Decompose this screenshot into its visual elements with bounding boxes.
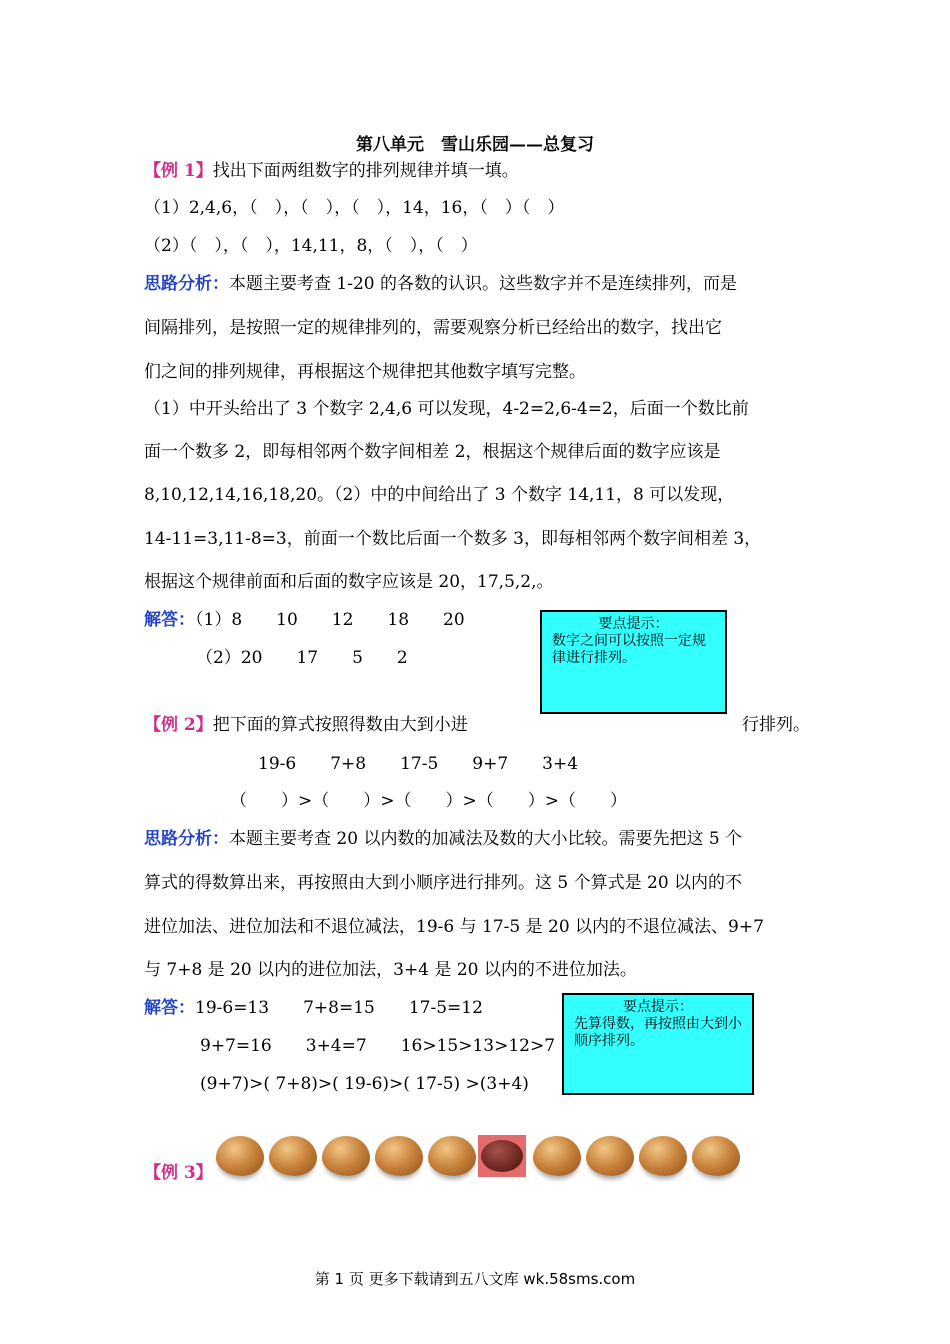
potato-image-8 [586, 1136, 634, 1176]
potato-image-1 [216, 1136, 264, 1176]
ex2-label: 【例 2】 [144, 715, 213, 735]
ex1-analysis-l8: 根据这个规律前面和后面的数字应该是 20，17,5,2,。 [144, 572, 554, 592]
ex2-answer-text-1: 19-6=13 7+8=15 17-5=12 [195, 998, 483, 1018]
ex1-analysis-label: 思路分析： [144, 274, 229, 294]
ex1-answer-l1 [144, 610, 465, 630]
potato-image-2 [269, 1136, 317, 1176]
ex2-exprs: 19-6 7+8 17-5 9+7 3+4 [258, 754, 579, 774]
ex2-question-a: 把下面的算式按照得数由大到小进 [212, 715, 468, 735]
ex2-tip-title: 要点提示： [623, 999, 693, 1015]
ex2-tip-text: 先算得数，再按照由大到小顺序排列。 [574, 1016, 742, 1049]
ex2-analysis-l1 [144, 829, 742, 849]
ex2-answer-l3: (9+7)>( 7+8)>( 19-6)>( 17-5) >(3+4) [200, 1074, 529, 1094]
ex1-question-line [144, 161, 519, 181]
potato-image-4 [375, 1136, 423, 1176]
ex2-answer-label: 解答： [144, 998, 195, 1018]
ex1-answer-l2: （2）20 17 5 2 [196, 648, 408, 668]
ex1-q2: （2）（ ），（ ），14,11，8，（ ），（ ） [144, 236, 478, 256]
ex3-label: 【例 3】 [144, 1163, 213, 1183]
ex2-analysis-label: 思路分析： [144, 829, 229, 849]
page-footer: 第 1 页 更多下载请到五八文库 wk.58sms.com [314, 1270, 636, 1288]
potato-image-7 [533, 1136, 581, 1176]
ex1-analysis-l4: （1）中开头给出了 3 个数字 2,4,6 可以发现，4-2=2,6-4=2，后面一个数比前 [144, 399, 749, 419]
potato-image-10 [692, 1136, 740, 1176]
ex2-analysis-text-1: 本题主要考查 20 以内数的加减法及数的大小比较。需要先把这 5 个 [229, 829, 743, 849]
ex2-analysis-l4: 与 7+8 是 20 以内的进位加法，3+4 是 20 以内的不进位加法。 [144, 960, 637, 980]
ex1-label: 【例 1】 [144, 161, 213, 181]
ex1-analysis-l5: 面一个数多 2，即每相邻两个数字间相差 2，根据这个规律后面的数字应该是 [144, 442, 721, 462]
ex1-q1: （1）2,4,6，（ ），（ ），（ ），14，16，（ ）（ ） [144, 198, 565, 218]
ex1-analysis-l2: 间隔排列，是按照一定的规律排列的，需要观察分析已经给出的数字，找出它 [144, 318, 722, 338]
ex2-question-line [144, 715, 468, 735]
ex3-label-line [144, 1163, 213, 1183]
ex2-tip-box [562, 993, 754, 1095]
ex1-answer-label: 解答： [144, 610, 195, 630]
ex1-analysis-l7: 14-11=3,11-8=3，前面一个数比后面一个数多 3，即每相邻两个数字间相差 3， [144, 529, 762, 549]
ex2-blanks: （ ）>（ ）>（ ）>（ ）>（ ） [230, 791, 627, 811]
ex2-analysis-l2: 算式的得数算出来，再按照由大到小顺序进行排列。这 5 个算式是 20 以内的不 [144, 873, 743, 893]
ex1-tip-title: 要点提示： [598, 616, 669, 632]
ex1-question: 找出下面两组数字的排列规律并填一填。 [212, 161, 519, 181]
ex1-analysis-l1 [144, 274, 737, 294]
ex2-question-b: 行排列。 [742, 715, 810, 735]
ex2-answer-l1 [144, 998, 483, 1018]
page-title: 第八单元 雪山乐园——总复习 [356, 135, 594, 155]
potato-image-6-highlighted [478, 1135, 526, 1177]
potato-image-5 [428, 1136, 476, 1176]
ex1-tip-text: 数字之间可以按照一定规律进行排列。 [552, 633, 706, 666]
ex1-tip-box [540, 610, 727, 714]
ex2-analysis-l3: 进位加法、进位加法和不退位减法，19-6 与 17-5 是 20 以内的不退位减法、9+7 [144, 917, 764, 937]
potato-image-3 [322, 1136, 370, 1176]
potato-image-9 [639, 1136, 687, 1176]
ex2-answer-l2: 9+7=16 3+4=7 16>15>13>12>7 [200, 1036, 556, 1056]
ex1-analysis-l6: 8,10,12,14,16,18,20。（2）中的中间给出了 3 个数字 14,11，8 可以发现， [144, 485, 735, 505]
ex1-answer-text-1: （1）8 10 12 18 20 [195, 610, 465, 630]
ex1-analysis-l3: 们之间的排列规律，再根据这个规律把其他数字填写完整。 [144, 362, 586, 382]
ex1-analysis-text-1: 本题主要考查 1-20 的各数的认识。这些数字并不是连续排列，而是 [229, 274, 737, 294]
